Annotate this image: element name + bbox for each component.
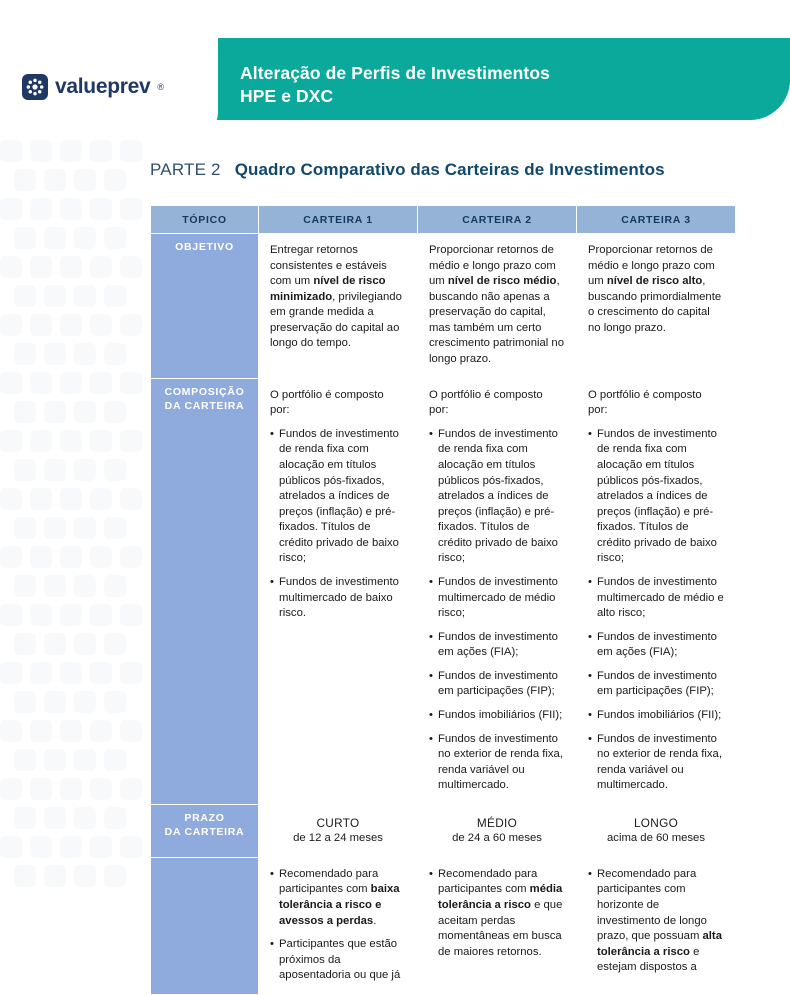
column-header-topic: TÓPICO — [151, 206, 259, 234]
cell-carteira-2: • Recomendado para participantes com média tolerância a risco e que aceitam perdas momentâneas em busca de maiores retornos. — [418, 857, 577, 994]
cell-carteira-1: O portfólio é composto por: • Fundos de investimento de renda fixa com alocação em títulos públicos pós-fixados, atrelados a índices de preços (inflação) e pré-fixados. Títulos de crédito privado de baixo risco; • Fundos de investimento multimercado de baixo risco. — [259, 378, 418, 804]
column-header-carteira-3: CARTEIRA 3 — [577, 206, 736, 234]
table-header — [151, 206, 736, 234]
cell-carteira-2: Proporcionar retornos de médio e longo prazo com um nível de risco médio, buscando não apenas a preservação do capital, mas também um certo crescimento patrimonial no longo prazo. — [418, 234, 577, 379]
header-title-line-2: HPE e DXC — [240, 86, 334, 107]
background-pattern — [0, 140, 150, 860]
section-heading — [150, 160, 665, 180]
column-header-carteira-2: CARTEIRA 2 — [418, 206, 577, 234]
cell-carteira-2: MÉDIO de 24 a 60 meses — [418, 804, 577, 857]
cell-carteira-1: • Recomendado para participantes com baixa tolerância a risco e avessos a perdas. • Participantes que estão próximos da aposentadoria ou que já — [259, 857, 418, 994]
table-body — [151, 234, 736, 995]
cell-carteira-1: Entregar retornos consistentes e estáveis com um nível de risco minimizado, privilegiando em grande medida a preservação do capital ao longo do tempo. — [259, 234, 418, 379]
part-label: PARTE 2 — [150, 160, 221, 179]
cell-carteira-3: O portfólio é composto por: • Fundos de investimento de renda fixa com alocação em títulos públicos pós-fixados, atrelados a índices de preços (inflação) e pré-fixados. Títulos de crédito privado de baixo risco; • Fundos de investimento multimercado de médio e alto risco; • Fundos de investimento em ações (FIA); • Fundos de investimento em participações (FIP); • Fundos imobiliários (FII); • Fundos de investimento no exterior de renda fixa, renda variável ou multimercado. — [577, 378, 736, 804]
header-title-line-1: Alteração de Perfis de Investimentos — [240, 63, 550, 83]
part-title: Quadro Comparativo das Carteiras de Investimentos — [234, 160, 665, 179]
table-row — [151, 378, 736, 804]
column-header-carteira-1: CARTEIRA 1 — [259, 206, 418, 234]
table-row — [151, 857, 736, 994]
row-topic-label — [151, 857, 259, 994]
cell-carteira-1: CURTO de 12 a 24 meses — [259, 804, 418, 857]
cell-carteira-3: LONGO acima de 60 meses — [577, 804, 736, 857]
row-topic-label: OBJETIVO — [151, 234, 259, 379]
cell-carteira-3: • Recomendado para participantes com horizonte de investimento de longo prazo, que possuam alta tolerância a risco e estejam dispostos a — [577, 857, 736, 994]
brand-name: valueprev — [55, 75, 151, 98]
gear-flower-icon — [22, 74, 48, 100]
table-row — [151, 804, 736, 857]
row-topic-label: PRAZO DA CARTEIRA — [151, 804, 259, 857]
table-header-row — [151, 206, 736, 234]
cell-carteira-3: Proporcionar retornos de médio e longo prazo com um nível de risco alto, buscando primordialmente o crescimento do capital no longo prazo. — [577, 234, 736, 379]
comparison-table — [150, 205, 736, 995]
registered-mark: ® — [157, 82, 164, 92]
table-row — [151, 234, 736, 379]
document-header-title — [240, 62, 550, 108]
cell-carteira-2: O portfólio é composto por: • Fundos de investimento de renda fixa com alocação em títulos públicos pós-fixados, atrelados a índices de preços (inflação) e pré-fixados. Títulos de crédito privado de baixo risco; • Fundos de investimento multimercado de médio risco; • Fundos de investimento em ações (FIA); • Fundos de investimento em participações (FIP); • Fundos imobiliários (FII); • Fundos de investimento no exterior de renda fixa, renda variável ou multimercado. — [418, 378, 577, 804]
brand-logo — [22, 74, 164, 100]
row-topic-label: COMPOSIÇÃO DA CARTEIRA — [151, 378, 259, 804]
